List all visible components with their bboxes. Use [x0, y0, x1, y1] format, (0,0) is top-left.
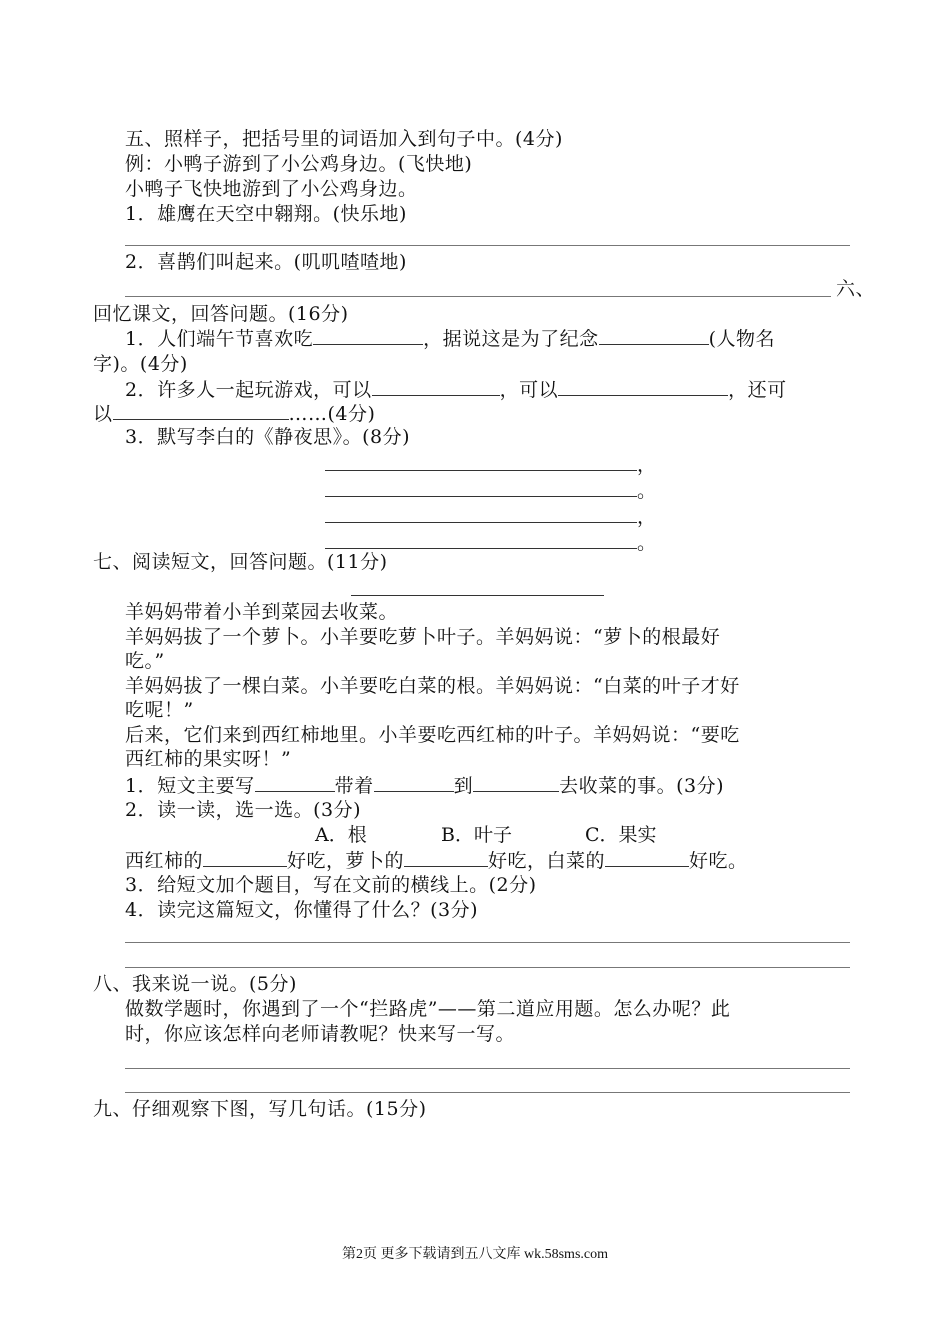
passage-paragraph-4: 后来，它们来到西红柿地里。小羊要吃西红柿的叶子。羊妈妈说：“要吃: [125, 724, 740, 746]
section-5-question-1: 1．雄鹰在天空中翱翔。(快乐地): [125, 203, 407, 225]
blank-field[interactable]: [325, 452, 637, 471]
blank-field[interactable]: [374, 773, 454, 792]
poem-line: ，: [325, 504, 657, 529]
passage-paragraph-3: 羊妈妈拔了一棵白菜。小羊要吃白菜的根。羊妈妈说：“白菜的叶子才好: [125, 675, 740, 697]
blank-field[interactable]: [325, 478, 637, 497]
blank-field[interactable]: [605, 848, 689, 867]
section-6-title: 回忆课文，回答问题。(16分): [93, 303, 349, 325]
passage-paragraph-4-cont: 西红柿的果实呀！”: [125, 748, 292, 770]
section-6-question-1-cont: 字)。(4分): [93, 353, 188, 375]
blank-field[interactable]: [473, 773, 559, 792]
poem-line: 。: [325, 530, 657, 555]
section-5-title: 五、照样子，把括号里的词语加入到句子中。(4分): [125, 128, 563, 150]
section-8-body-cont: 时，你应该怎样向老师请教呢？快来写一写。: [125, 1023, 516, 1045]
section-6-question-2: 2．许多人一起玩游戏，可以 ，可以 ，还可: [125, 379, 787, 401]
section-7-question-3: 3．给短文加个题目，写在文前的横线上。(2分): [125, 874, 537, 896]
passage-paragraph-2: 羊妈妈拔了一个萝卜。小羊要吃萝卜叶子。羊妈妈说：“萝卜的根最好: [125, 626, 721, 648]
blank-field[interactable]: [325, 530, 637, 549]
blank-field[interactable]: [313, 326, 423, 345]
section-6-question-1: 1．人们端午节喜欢吃 ，据说这是为了纪念 (人物名: [125, 328, 776, 350]
answer-line[interactable]: [125, 1092, 850, 1093]
section-6-question-3: 3．默写李白的《静夜思》。(8分): [125, 426, 411, 448]
option-b: B．叶子: [441, 824, 512, 846]
section-9-title: 九、仔细观察下图，写几句话。(15分): [93, 1098, 427, 1120]
poem-line: 。: [325, 478, 657, 503]
section-5-question-2: 2．喜鹊们叫起来。(叽叽喳喳地): [125, 251, 407, 273]
passage-paragraph-2-cont: 吃。”: [125, 650, 165, 672]
section-8-title: 八、我来说一说。(5分): [93, 973, 297, 995]
blank-field[interactable]: [325, 504, 637, 523]
page-footer: 第2页 更多下载请到五八文库 wk.58sms.com: [342, 1247, 608, 1262]
answer-line[interactable]: [125, 967, 850, 968]
section-7-question-1: 1．短文主要写 带着 到 去收菜的事。(3分): [125, 775, 725, 797]
section-7-question-4: 4．读完这篇短文，你懂得了什么？(3分): [125, 899, 479, 921]
blank-field[interactable]: [255, 773, 335, 792]
answer-line[interactable]: [125, 296, 831, 297]
blank-field[interactable]: [203, 848, 287, 867]
option-c: C．果实: [585, 824, 657, 846]
blank-field[interactable]: [404, 848, 488, 867]
passage-paragraph-3-cont: 吃呢！”: [125, 699, 194, 721]
passage-paragraph-1: 羊妈妈带着小羊到菜园去收菜。: [125, 601, 399, 623]
section-5-example-answer: 小鸭子飞快地游到了小公鸡身边。: [125, 178, 418, 200]
section-6-question-2-cont: 以 ……(4分): [93, 403, 376, 425]
section-7-question-2: 2．读一读，选一选。(3分): [125, 799, 362, 821]
section-7-fill-sentence: 西红柿的 好吃，萝卜的 好吃，白菜的 好吃。: [125, 850, 748, 872]
section-7-title: 七、阅读短文，回答问题。(11分): [93, 551, 388, 573]
section-5-example: 例：小鸭子游到了小公鸡身边。(飞快地): [125, 153, 473, 175]
blank-field[interactable]: [372, 377, 500, 396]
title-blank-line[interactable]: [351, 595, 604, 596]
section-6-number: 六、: [836, 278, 876, 300]
blank-field[interactable]: [599, 326, 709, 345]
answer-line[interactable]: [125, 1068, 850, 1069]
poem-line: ，: [325, 452, 657, 477]
option-a: A．根: [315, 824, 367, 846]
blank-field[interactable]: [558, 377, 728, 396]
section-8-body: 做数学题时，你遇到了一个“拦路虎”——第二道应用题。怎么办呢？此: [125, 998, 731, 1020]
answer-line[interactable]: [125, 942, 850, 943]
blank-field[interactable]: [113, 401, 289, 420]
answer-line[interactable]: [125, 245, 850, 246]
